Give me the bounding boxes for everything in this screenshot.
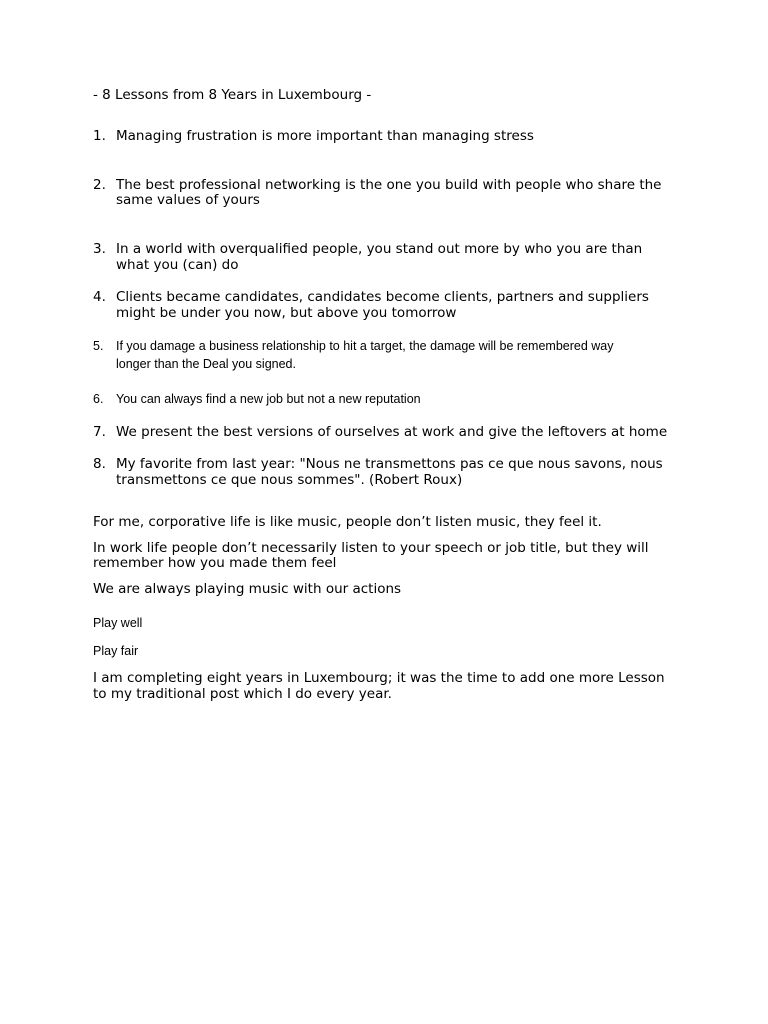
lesson-text-line: might be under you now, but above you tomorrow bbox=[116, 305, 457, 321]
document-title: - 8 Lessons from 8 Years in Luxembourg - bbox=[93, 87, 372, 103]
lesson-text-line: transmettons ce que nous sommes". (Robert Roux) bbox=[116, 472, 463, 488]
lesson-number: 1. bbox=[93, 128, 106, 144]
lesson-text-line: If you damage a business relationship to hit a target, the damage will be remembered way bbox=[116, 339, 614, 353]
closing-paragraph: Play fair bbox=[93, 644, 139, 658]
closing-paragraph-line: to my traditional post which I do every year. bbox=[93, 686, 392, 702]
lesson-text-line: same values of yours bbox=[116, 192, 260, 208]
closing-paragraph: Play well bbox=[93, 616, 143, 630]
lesson-text-line: The best professional networking is the one you build with people who share the bbox=[116, 177, 662, 193]
closing-paragraph-line: I am completing eight years in Luxembourg; it was the time to add one more Lesson bbox=[93, 670, 665, 686]
lesson-text-line: My favorite from last year: "Nous ne transmettons pas ce que nous savons, nous bbox=[116, 456, 663, 472]
lesson-text-line: We present the best versions of ourselves at work and give the leftovers at home bbox=[116, 424, 668, 440]
lesson-number: 4. bbox=[93, 289, 106, 305]
lesson-text-line: Clients became candidates, candidates become clients, partners and suppliers bbox=[116, 289, 649, 305]
lesson-text-line: You can always find a new job but not a new reputation bbox=[116, 392, 421, 406]
lesson-number: 8. bbox=[93, 456, 106, 472]
closing-paragraph: We are always playing music with our actions bbox=[93, 581, 402, 597]
lesson-number: 2. bbox=[93, 177, 106, 193]
lesson-text-line: Managing frustration is more important than managing stress bbox=[116, 128, 534, 144]
closing-paragraph-line: remember how you made them feel bbox=[93, 555, 337, 571]
lesson-number: 7. bbox=[93, 424, 106, 440]
closing-paragraph: For me, corporative life is like music, people don’t listen music, they feel it. bbox=[93, 514, 602, 530]
lesson-text-line: what you (can) do bbox=[116, 257, 239, 273]
lesson-text-line: longer than the Deal you signed. bbox=[116, 357, 296, 371]
closing-paragraph-line: In work life people don’t necessarily listen to your speech or job title, but they will bbox=[93, 540, 649, 556]
lesson-number: 3. bbox=[93, 241, 106, 257]
lesson-number: 5. bbox=[93, 339, 104, 353]
lesson-number: 6. bbox=[93, 392, 104, 406]
lesson-text-line: In a world with overqualified people, you stand out more by who you are than bbox=[116, 241, 643, 257]
